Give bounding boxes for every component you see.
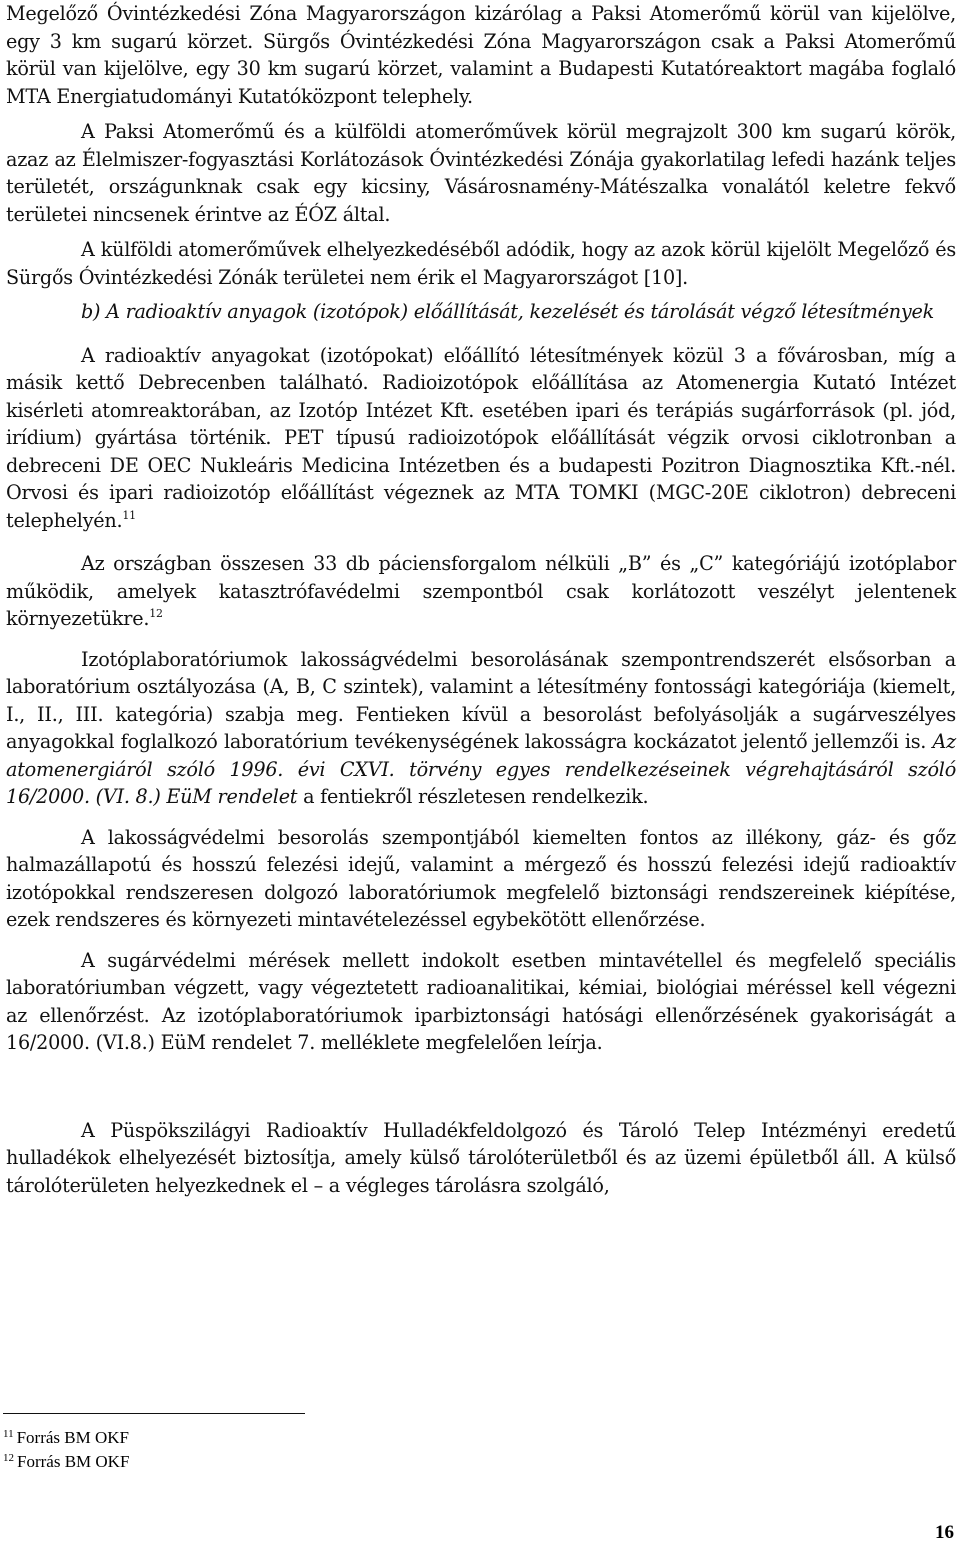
paragraph-puspokszilagy: A Püspökszilágyi Radioaktív Hulladékfeldolgozó és Tároló Telep Intézményi eredetű hulladékok elhelyezését biztosítja, amely külső tárolóterületből és az üzemi épületből áll. A külső tárolóterületen helyezkednek el – a végleges tárolásra szolgáló, <box>6 1118 956 1197</box>
document-page <box>6 0 956 1545</box>
footnotes <box>3 1426 129 1474</box>
footnote-11 <box>3 1426 129 1450</box>
paragraph-foreign-plants: A külföldi atomerőművek elhelyezkedéséből adódik, hogy az azok körül kijelölt Megelőző és Sürgős Óvintézkedési Zónák területei nem érik el Magyarországot [10]. <box>6 238 956 289</box>
paragraph-text: Az országban összesen 33 db páciensforgalom nélküli „B” és „C” kategóriájú izotóplabor működik, amelyek katasztrófavédelmi szempontból csak korlátozott veszélyt jelentenek környezetükre. <box>6 552 956 630</box>
paragraph-text: A radioaktív anyagokat (izotópokat) előállító létesítmények közül 3 a fővárosban, míg a másik kettő Debrecenben található. Radioizotópok előállítása az Atomenergia Kutató Intézet kisérleti atomreaktorában, az Izotóp Intézet Kft. esetében ipari és terápiás sugárforrások (pl. jód, irídium) gyártása történik. PET típusú radioizotópok előállítását végzik orvosi ciklotronban a debreceni DE OEC Nukleáris Medicina Intézetben és a budapesti Pozitron Diagnosztika Kft.-nél. Orvosi és ipari radioizotóp előállítást végeznek az MTA TOMKI (MGC-20E ciklotron) debreceni telephelyén. <box>6 343 956 532</box>
footnote-text: Forrás BM OKF <box>17 1452 130 1471</box>
paragraph-isotope-labs <box>6 550 956 633</box>
paragraph-classification <box>6 646 956 811</box>
footnote-ref-11: 11 <box>122 508 136 522</box>
decree-reference: Az atomenergiáról szóló 1996. évi CXVI. törvény egyes rendelkezéseinek végrehajtásáról szóló 16/2000. (VI. 8.) EüM rendelet <box>6 730 956 808</box>
section-heading-b: b) A radioaktív anyagok (izotópok) előállítását, kezelését és tárolását végző létesítmények <box>81 300 934 323</box>
footnote-12 <box>3 1450 129 1474</box>
paragraph-zones-intro: Megelőző Óvintézkedési Zóna Magyarországon kizárólag a Paksi Atomerőmű körül van kijelölve, egy 3 km sugarú körzet. Sürgős Óvintézkedési Zóna Magyarországon csak a Paksi Atomerőmű körül van kijelölve, egy 30 km sugarú körzet, valamint a Budapesti Kutatóreaktort magába foglaló MTA Energiatudományi Kutatóközpont telephely. <box>6 2 956 108</box>
footnote-number: 11 <box>3 1428 14 1440</box>
paragraph-text: Izotóplaboratóriumok lakosságvédelmi besorolásának szempontrendszerét elsősorban a laboratórium osztályozása (A, B, C szintek), valamint a létesítmény fontossági kategóriája (kiemelt, I., II., III. kategória) szabja meg. Fentieken kívül a besorolást befolyásolják a sugárveszélyes anyagokkal foglalkozó laboratórium tevékenységének lakosságra kockázatot jelentő jellemzői is. <box>6 647 956 753</box>
paragraph-isotope-facilities <box>6 342 956 535</box>
footnote-separator <box>3 1413 305 1414</box>
paragraph-measurements: A sugárvédelmi mérések mellett indokolt esetben mintavétellel és megfelelő speciális laboratóriumban végzett, vagy végeztetett radioanalitikai, kémiai, biológiai méréssel kell végezni az ellenőrzést. Az izotóplaboratóriumok iparbiztonsági hatósági ellenőrzésének gyakoriságát a 16/2000. (VI.8.) EüM rendelet 7. melléklete megfelelően leírja. <box>6 948 956 1054</box>
page-number: 16 <box>935 1522 954 1543</box>
footnote-ref-12: 12 <box>149 607 163 620</box>
paragraph-300km-zone: A Paksi Atomerőmű és a külföldi atomerőművek körül megrajzolt 300 km sugarú körök, azaz az Élelmiszer-fogyasztási Korlátozások Óvintézkedési Zónája gyakorlatilag lefedi hazánk teljes területét, országunknak csak egy kicsiny, Vásárosnamény-Mátészalka vonalától keletre fekvő területei nincsenek érintve az ÉÓZ által. <box>6 120 956 226</box>
footnote-number: 12 <box>3 1452 14 1464</box>
paragraph-safety-systems: A lakosságvédelmi besorolás szempontjából kiemelten fontos az illékony, gáz- és gőz halmazállapotú és hosszú felezési idejű, valamint a mérgező és hosszú felezési idejű radioaktív izotópokkal rendszeresen dolgozó laboratóriumok megfelelő biztonsági rendszereinek kiépítése, ezek rendszeres és környezeti mintavételezéssel egybekötött ellenőrzése. <box>6 825 956 931</box>
footnote-text: Forrás BM OKF <box>16 1428 129 1447</box>
paragraph-text: a fentiekről részletesen rendelkezik. <box>297 785 649 808</box>
